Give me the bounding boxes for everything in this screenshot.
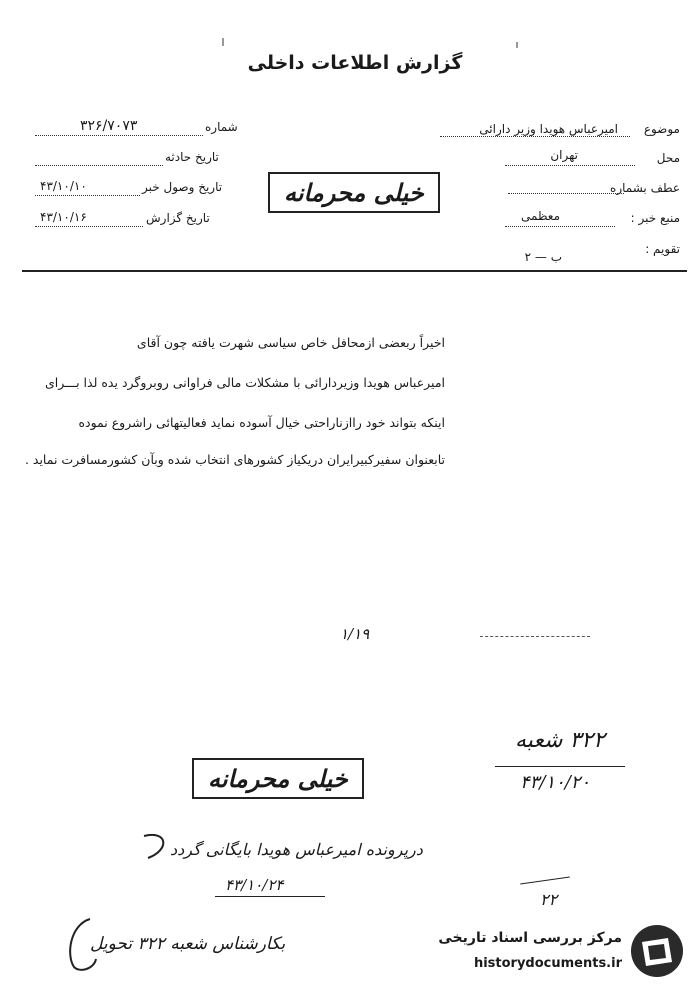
rating-value: ب — ۲: [524, 250, 562, 264]
handwritten-file-date: ۴۳/۱۰/۲۴: [225, 876, 284, 894]
handwritten-small-mark: ۲۲: [540, 890, 558, 909]
scan-speck: [516, 42, 518, 48]
event-date-dotted-line: [35, 165, 163, 166]
document-title: گزارش اطلاعات داخلی: [247, 52, 463, 74]
report-date-label: تاریخ گزارش: [146, 211, 210, 225]
subject-dotted-line: [440, 136, 630, 137]
reference-label: عطف بشماره: [610, 181, 680, 195]
subject-value: امیرعباس هویدا وزیر دارائی: [479, 122, 618, 136]
watermark: [400, 916, 700, 986]
body-line-4: تابعنوان سفیرکبیرایران دریکیاز کشورهای انتخاب شده وبآن کشورمسافرت نماید .: [24, 452, 445, 467]
number-label: شماره: [205, 120, 238, 134]
number-dotted-line: [35, 135, 203, 136]
body-line-3: اینکه بتواند خود راازناراحتی خیال آسوده نماید فعالیتهائی راشروع نموده: [78, 415, 445, 430]
reference-dotted-line: [508, 193, 624, 194]
body-line-1: اخیراً ربعضی ازمحافل خاص سیاسی شهرت یافته چون آقای: [136, 335, 445, 350]
number-value: ۳۲۶/۷۰۷۳: [80, 118, 138, 134]
handwritten-ref-underline: [495, 766, 625, 767]
scan-speck: [222, 38, 224, 46]
middle-dashed-line: [480, 636, 590, 637]
report-date-dotted-line: [35, 226, 143, 227]
handwritten-ref-number: ۳۲۲ شعبه: [515, 728, 605, 753]
handwritten-file-underline: [215, 896, 325, 897]
confidential-stamp-top: خیلی محرمانه: [268, 172, 440, 213]
rating-label: تقویم :: [645, 242, 680, 256]
handwritten-file-note: درپرونده امیرعباس هویدا بایگانی گردد: [170, 840, 423, 859]
place-value: تهران: [550, 148, 578, 162]
handwritten-flourish-icon: [140, 828, 176, 864]
archive-logo-icon: [628, 922, 686, 980]
body-line-2: امیرعباس هویدا وزیردارائی با مشکلات مالی فراوانی روبروگرد یده لذا بـــرای: [44, 375, 445, 390]
small-mark-line: [520, 877, 570, 885]
source-dotted-line: [505, 226, 615, 227]
source-label: منبع خبر :: [630, 211, 680, 225]
place-label: محل: [656, 151, 680, 165]
source-value: معظمی: [521, 209, 560, 223]
place-dotted-line: [505, 165, 635, 166]
header-separator: [22, 270, 687, 272]
confidential-stamp-bottom: خیلی محرمانه: [192, 758, 364, 799]
handwritten-hook-icon: [60, 915, 100, 975]
receipt-date-value: ۴۳/۱۰/۱۰: [40, 179, 87, 193]
subject-label: موضوع: [643, 122, 680, 136]
report-date-value: ۴۳/۱۰/۱۶: [40, 210, 87, 224]
handwritten-bottom-note: بکارشناس شعبه ۳۲۲ تحویل: [90, 934, 286, 954]
receipt-date-dotted-line: [35, 195, 140, 196]
receipt-date-label: تاریخ وصول خبر: [142, 180, 223, 194]
handwritten-ref-date: ۴۳/۱۰/۲۰: [520, 772, 591, 793]
watermark-org: مرکز بررسی اسناد تاریخی: [438, 930, 622, 946]
middle-annotation: ۱/۱۹: [340, 625, 370, 643]
event-date-label: تاریخ حادثه: [165, 150, 219, 164]
watermark-url: historydocuments.ir: [473, 956, 622, 971]
